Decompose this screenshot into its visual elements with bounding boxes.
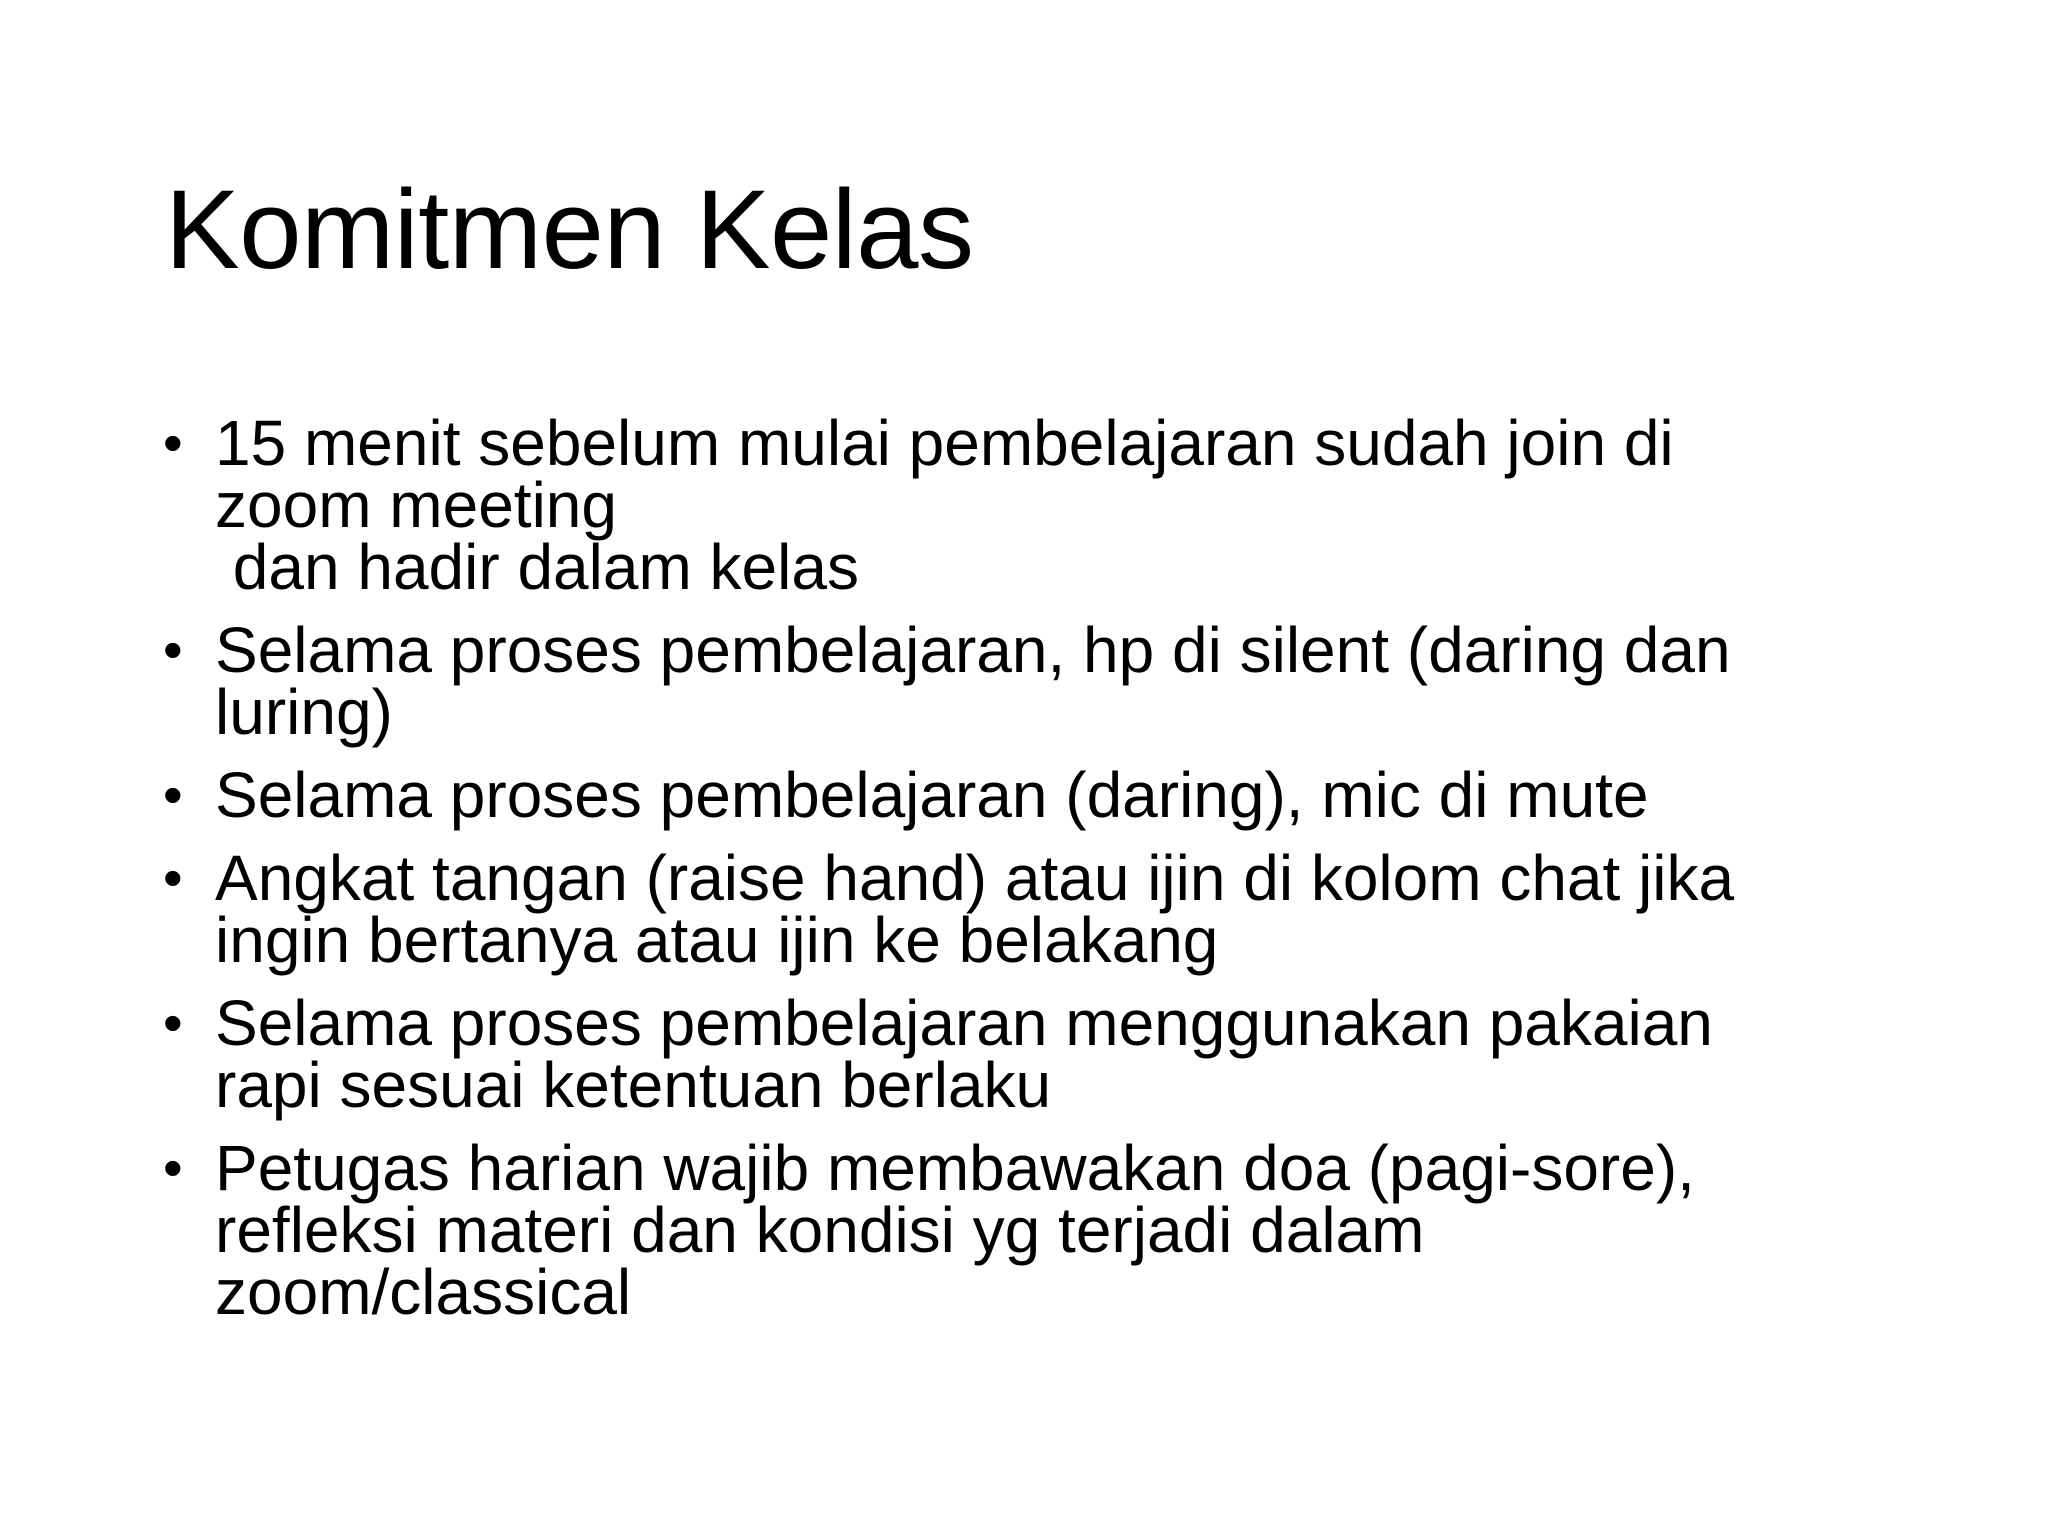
bullet-item	[163, 614, 1883, 748]
bullet-icon: •	[163, 763, 183, 826]
bullet-item	[163, 842, 1883, 976]
bullet-text-line: ingin bertanya atau ijin ke belakang	[215, 904, 1219, 976]
bullet-text-line: Angkat tangan (raise hand) atau ijin di kolom chat jika	[215, 842, 1735, 914]
bullet-text-line: Selama proses pembelajaran, hp di silent (daring dan	[215, 614, 1731, 686]
bullet-icon: •	[163, 846, 183, 909]
bullet-text-line: 15 menit sebelum mulai pembelajaran sudah join di	[215, 407, 1674, 479]
bullet-text-line: rapi sesuai ketentuan berlaku	[215, 1049, 1052, 1121]
bullet-item	[163, 987, 1883, 1121]
bullet-list	[163, 407, 1883, 1344]
bullet-text-line: Petugas harian wajib membawakan doa (pagi-sore),	[215, 1132, 1695, 1204]
bullet-text-line: Selama proses pembelajaran menggunakan pakaian	[215, 987, 1713, 1059]
bullet-icon: •	[163, 1136, 183, 1199]
bullet-text-line: Selama proses pembelajaran (daring), mic di mute	[215, 759, 1649, 831]
bullet-text-line: dan hadir dalam kelas	[215, 531, 859, 603]
bullet-icon: •	[163, 618, 183, 681]
bullet-text-line: zoom meeting	[215, 469, 617, 541]
bullet-item	[163, 1132, 1883, 1328]
bullet-text-line: zoom/classical	[215, 1256, 632, 1328]
bullet-icon: •	[163, 411, 183, 474]
slide-title: Komitmen Kelas	[165, 167, 974, 292]
bullet-item	[163, 759, 1883, 831]
bullet-text-line: luring)	[215, 676, 393, 748]
bullet-icon: •	[163, 991, 183, 1054]
bullet-item	[163, 407, 1883, 603]
bullet-text-line: refleksi materi dan kondisi yg terjadi dalam	[215, 1194, 1425, 1266]
